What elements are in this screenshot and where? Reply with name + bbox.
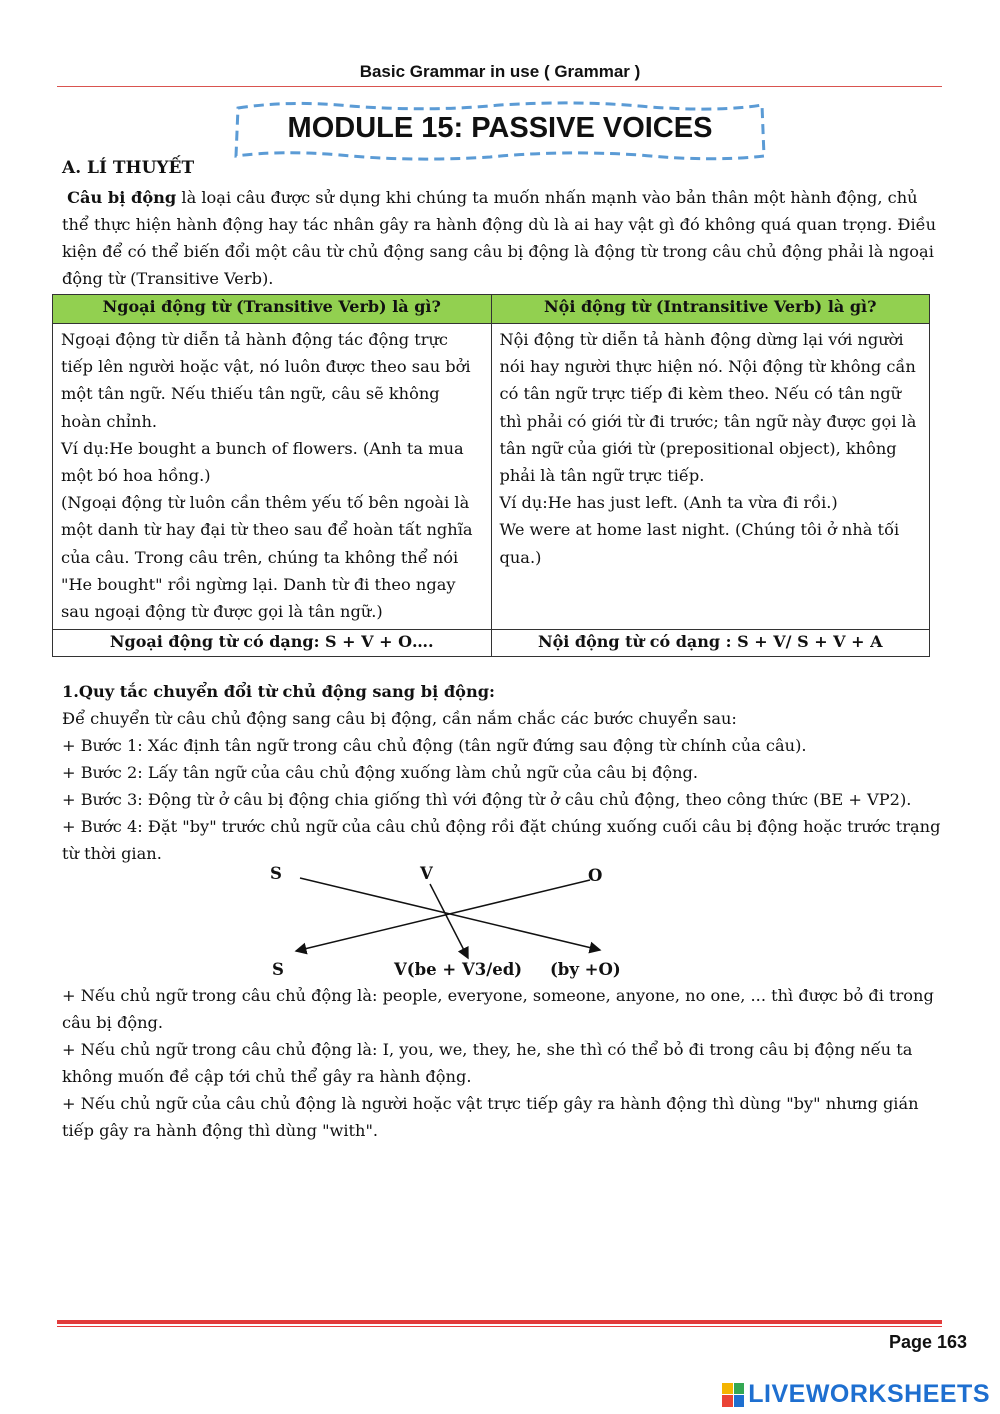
note-item: + Nếu chủ ngữ trong câu chủ động là: people, everyone, someone, anyone, no one, ... thì được bỏ đi trong câu bị động. bbox=[62, 986, 934, 1032]
diagram-top-verb: V bbox=[420, 864, 433, 883]
section-a-heading: A. LÍ THUYẾT bbox=[62, 158, 195, 178]
module-title: MODULE 15: PASSIVE VOICES bbox=[287, 112, 713, 144]
module-banner bbox=[230, 100, 770, 162]
rules-heading: 1.Quy tắc chuyển đổi từ chủ động sang bị động: bbox=[62, 682, 496, 701]
rules-intro: Để chuyển từ câu chủ động sang câu bị động, cần nắm chắc các bước chuyển sau: bbox=[62, 709, 737, 728]
brand-name: LIVEWORKSHEETS bbox=[748, 1380, 990, 1408]
diagram-bottom-object: (by +O) bbox=[550, 960, 621, 979]
active-passive-diagram bbox=[260, 862, 640, 982]
rule-step: + Bước 1: Xác định tân ngữ trong câu chủ động (tân ngữ đứng sau động từ chính của câu). bbox=[62, 736, 807, 755]
footer-divider bbox=[57, 1320, 942, 1324]
diagram-bottom-verb: V(be + V3/ed) bbox=[394, 960, 523, 979]
intro-text: là loại câu được sử dụng khi chúng ta muốn nhấn mạnh vào bản thân một hành động, chủ thể thực hiện hành động hay tác nhân gây ra hành động dù là ai hay vật gì đó không quá quan trọng. Điều kiện để có thể biến đổi một câu từ chủ động sang câu bị động là động từ trong câu chủ động phải là ngoại động từ (Transitive Verb). bbox=[62, 188, 937, 288]
diagram-top-subject: S bbox=[270, 864, 282, 883]
transitive-text: Ngoại động từ diễn tả hành động tác động trực tiếp lên người hoặc vật, nó luôn được theo sau bởi một tân ngữ. Nếu thiếu tân ngữ, câu sẽ không hoàn chỉnh. Ví dụ:He bought a bunch of flowers. (Anh ta mua một bó hoa hồng.) (Ngoại động từ luôn cần thêm yếu tố bên ngoài là một danh từ hay đại từ theo sau để hoàn tất nghĩa của câu. Trong câu trên, chúng ta không thể nói "He bought" rồi ngừng lại. Danh từ đi theo ngay sau ngoại động từ được gọi là tân ngữ.) bbox=[61, 330, 473, 622]
notes-list bbox=[62, 982, 942, 1144]
verb-comparison-table bbox=[52, 294, 930, 657]
document-header-title: Basic Grammar in use ( Grammar ) bbox=[359, 62, 641, 81]
transitive-header: Ngoại động từ (Transitive Verb) là gì? bbox=[53, 295, 492, 324]
note-item: + Nếu chủ ngữ trong câu chủ động là: I, you, we, they, he, she thì có thể bỏ đi trong câu bị động nếu ta không muốn đề cập tới chủ thể gây ra hành động. bbox=[62, 1040, 913, 1086]
diagram-bottom-subject: S bbox=[272, 960, 284, 979]
note-item: + Nếu chủ ngữ của câu chủ động là người hoặc vật trực tiếp gây ra hành động thì dùng "by" nhưng gián tiếp gây ra hành động thì dùng "with". bbox=[62, 1094, 919, 1140]
rule-step: + Bước 2: Lấy tân ngữ của câu chủ động xuống làm chủ ngữ của câu bị động. bbox=[62, 763, 699, 782]
liveworksheets-brand[interactable] bbox=[722, 1380, 990, 1409]
liveworksheets-logo-icon bbox=[722, 1383, 744, 1407]
rule-step: + Bước 3: Động từ ở câu bị động chia giống thì với động từ ở câu chủ động, theo công thức (BE + VP2). bbox=[62, 790, 912, 809]
transitive-form: Ngoại động từ có dạng: S + V + O…. bbox=[53, 630, 492, 657]
page-number: Page 163 bbox=[888, 1332, 967, 1352]
intro-paragraph bbox=[62, 184, 942, 292]
header-divider bbox=[57, 86, 942, 87]
intransitive-text: Nội động từ diễn tả hành động dừng lại với người nói hay người thực hiện nó. Nội động từ không cần có tân ngữ trực tiếp đi kèm theo. Nếu có tân ngữ thì phải có giới từ đi trước; tân ngữ này được gọi là tân ngữ của giới từ (prepositional object), không phải là tân ngữ trực tiếp. Ví dụ:He has just left. (Anh ta vừa đi rồi.) We were at home last night. (Chúng tôi ở nhà tối qua.) bbox=[499, 330, 917, 567]
transitive-description bbox=[53, 324, 492, 630]
conversion-rules bbox=[62, 678, 942, 867]
diagram-top-object: O bbox=[588, 866, 603, 885]
arrow-object-to-subject bbox=[296, 880, 590, 951]
rule-step: + Bước 4: Đặt "by" trước chủ ngữ của câu chủ động rồi đặt chúng xuống cuối câu bị động hoặc trước trạng từ thời gian. bbox=[62, 817, 941, 863]
intro-bold-term: Câu bị động bbox=[67, 188, 177, 207]
intransitive-description bbox=[491, 324, 930, 630]
footer-divider-thin bbox=[57, 1326, 942, 1327]
intransitive-header: Nội động từ (Intransitive Verb) là gì? bbox=[491, 295, 930, 324]
arrow-verb-to-be-verb bbox=[430, 884, 468, 958]
intransitive-form: Nội động từ có dạng : S + V/ S + V + A bbox=[491, 630, 930, 657]
